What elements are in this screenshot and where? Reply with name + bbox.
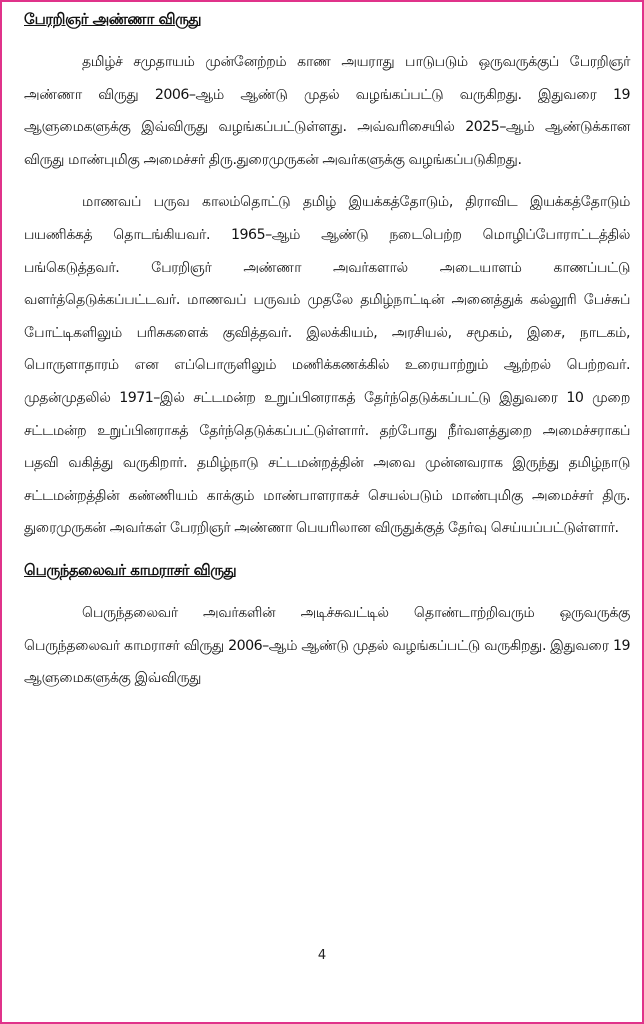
paragraph: மாணவப் பருவ காலம்தொட்டு தமிழ் இயக்கத்தோடும், திராவிட இயக்கத்தோடும் பயணிக்கத் தொடங்கியவர். 1965–ஆம் ஆண்டு நடைபெற்ற மொழிப்போராட்டத்தில் பங்கெடுத்தவர். பேரறிஞர் அண்ணா அவர்களால் அடையாளம் காணப்பட்டு வளர்த்தெடுக்கப்பட்டவர். மாணவப் பருவம் முதலே தமிழ்நாட்டின் அனைத்துக் கல்லூரி பேச்சுப் போட்டிகளிலும் பரிசுகளைக் குவித்தவர். இலக்கியம், அரசியல், சமூகம், இசை, நாடகம், பொருளாதாரம் என எப்பொருளிலும் மணிக்கணக்கில் உரையாற்றும் ஆற்றல் பெற்றவர். முதன்முதலில் 1971–இல் சட்டமன்ற உறுப்பினராகத் தேர்ந்தெடுக்கப்பட்டு இதுவரை 10 முறை சட்டமன்ற உறுப்பினராகத் தேர்ந்தெடுக்கப்பட்டுள்ளார். தற்போது நீர்வளத்துறை அமைச்சராகப் பதவி வகித்து வருகிறார். தமிழ்நாடு சட்டமன்றத்தின் அவை முன்னவராக இருந்து தமிழ்நாடு சட்டமன்றத்தின் கண்ணியம் காக்கும் மாண்பாளராகச் செயல்படும் மாண்புமிகு அமைச்சர் திரு. துரைமுருகன் அவர்கள் பேரறிஞர் அண்ணா பெயரிலான விருதுக்குத் தேர்வு செய்யப்பட்டுள்ளார். xyxy=(24,194,630,537)
document-body xyxy=(24,6,630,695)
section-heading-anna-award: பேரறிஞர் அண்ணா விருது xyxy=(24,10,202,28)
paragraph: தமிழ்ச் சமுதாயம் முன்னேற்றம் காண அயராது பாடுபடும் ஒருவருக்குப் பேரறிஞர் அண்ணா விருது 2006–ஆம் ஆண்டு முதல் வழங்கப்பட்டு வருகிறது. இதுவரை 19 ஆளுமைகளுக்கு இவ்விருது வழங்கப்பட்டுள்ளது. அவ்வரிசையில் 2025–ஆம் ஆண்டுக்கான விருது மாண்புமிகு அமைச்சர் திரு.துரைமுருகன் அவர்களுக்கு வழங்கப்படுகிறது. xyxy=(24,54,630,168)
section-heading-kamarajar-award: பெருந்தலைவர் காமராசர் விருது xyxy=(24,560,237,579)
paragraph: பெருந்தலைவர் அவர்களின் அடிச்சுவட்டில் தொண்டாற்றிவரும் ஒருவருக்கு பெருந்தலைவர் காமராசர் விருது 2006–ஆம் ஆண்டு முதல் வழங்கப்பட்டு வருகிறது. இதுவரை 19 ஆளுமைகளுக்கு இவ்விருது xyxy=(24,604,630,687)
page-number: 4 xyxy=(317,948,327,963)
